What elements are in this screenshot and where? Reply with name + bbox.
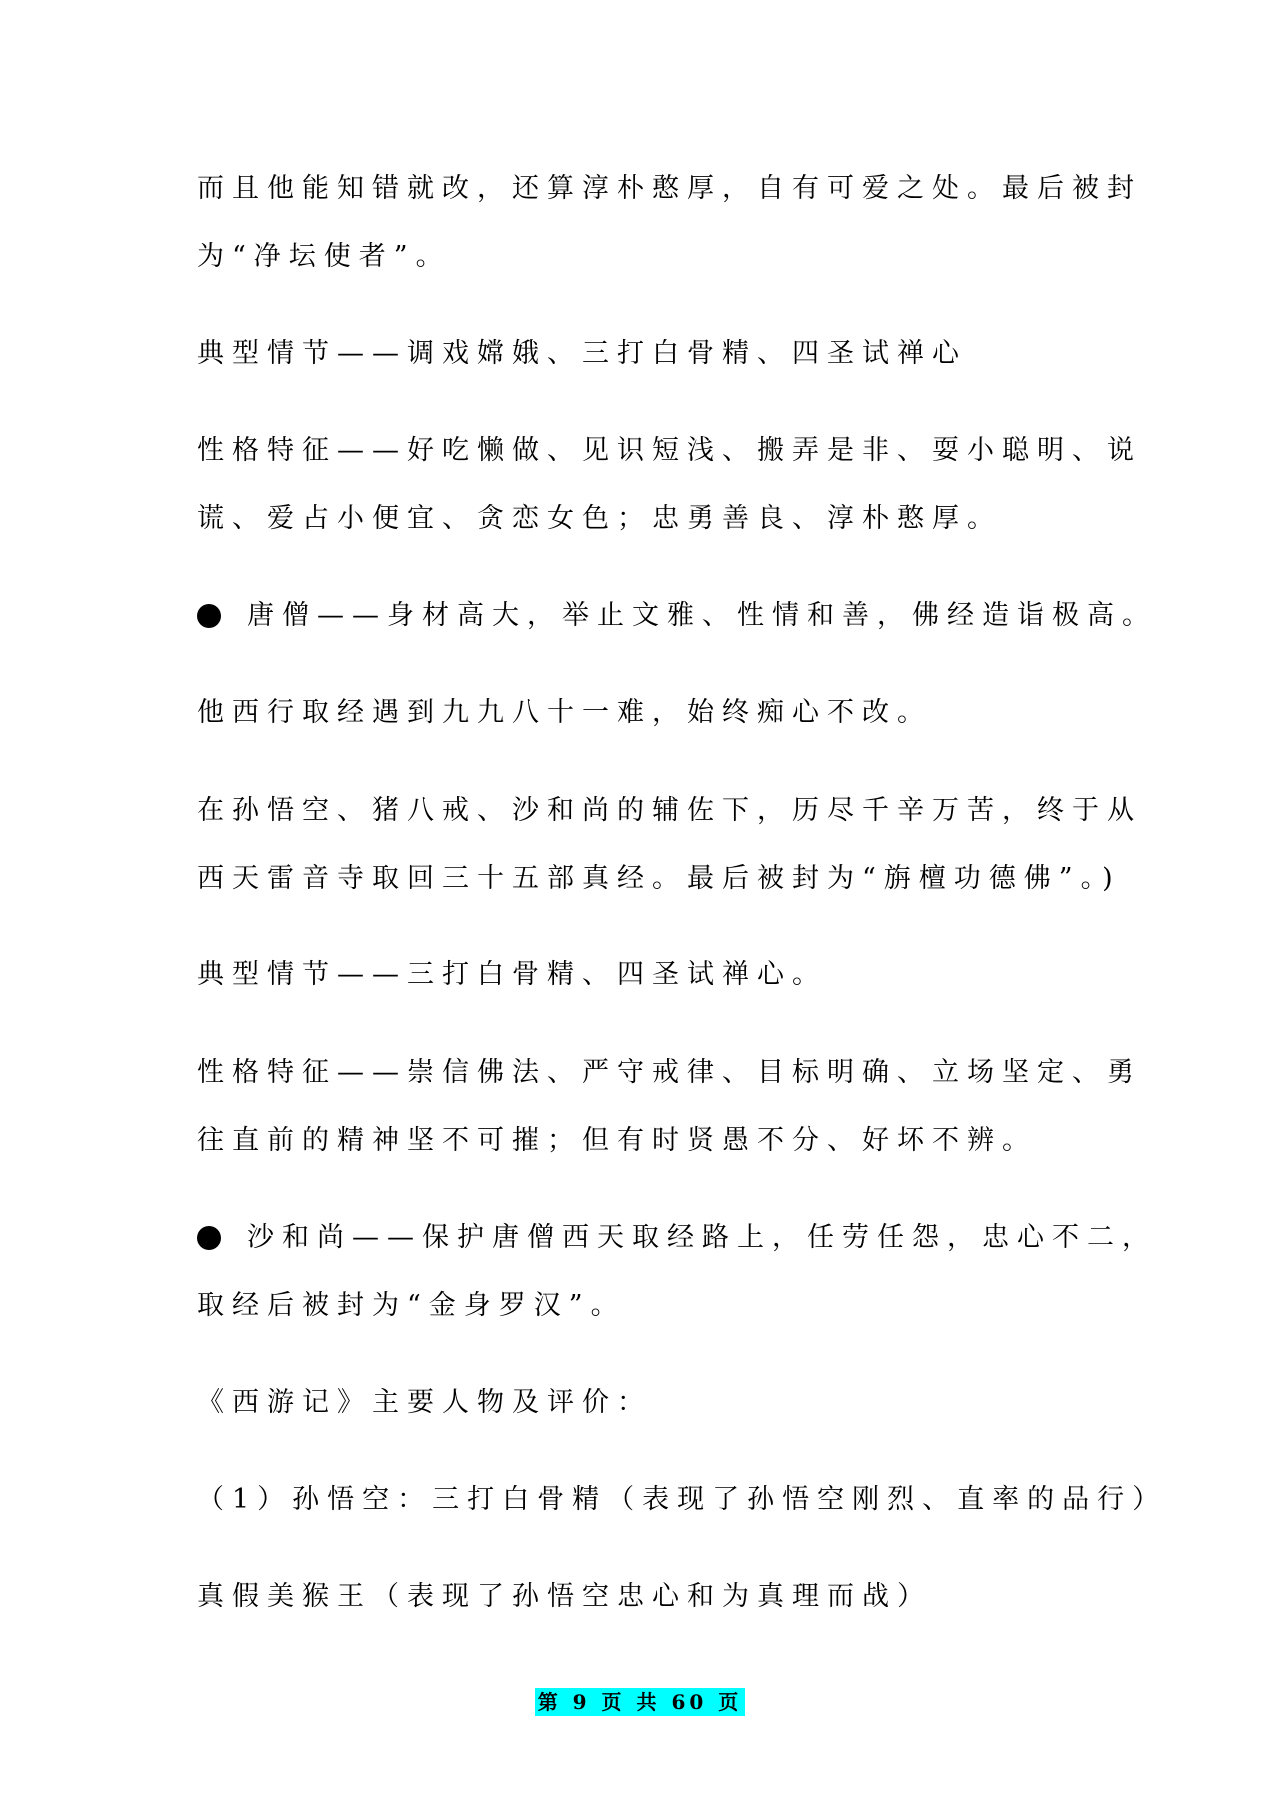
section-heading: 《西游记》主要人物及评价： [197, 1387, 652, 1418]
bullet-icon [197, 604, 221, 628]
bullet-text: 唐僧——身材高大，举止文雅、性情和善，佛经造诣极高。 [247, 600, 1157, 631]
text-line: 典型情节——调戏嫦娥、三打白骨精、四圣试禅心 [197, 338, 967, 369]
text-line: 性格特征——好吃懒做、见识短浅、搬弄是非、耍小聪明、说 [197, 435, 1142, 466]
bullet-item-sha-heshang [197, 1221, 1157, 1255]
bullet-item-tang-seng [197, 599, 1157, 633]
text-line: （1）孙悟空：三打白骨精（表现了孙悟空刚烈、直率的品行） [197, 1484, 1168, 1515]
text-line: 为“净坛使者”。 [197, 241, 451, 272]
text-line: 他西行取经遇到九九八十一难，始终痴心不改。 [197, 697, 932, 728]
text-line: 真假美猴王（表现了孙悟空忠心和为真理而战） [197, 1581, 932, 1612]
text-line: 取经后被封为“金身罗汉”。 [197, 1290, 626, 1321]
bullet-text: 沙和尚——保护唐僧西天取经路上，任劳任怨，忠心不二， [247, 1222, 1157, 1253]
page-footer [0, 1688, 1280, 1716]
text-line: 西天雷音寺取回三十五部真经。最后被封为“旃檀功德佛”。) [197, 863, 1121, 894]
text-line: 典型情节——三打白骨精、四圣试禅心。 [197, 959, 827, 990]
text-line: 性格特征——崇信佛法、严守戒律、目标明确、立场坚定、勇 [197, 1057, 1142, 1088]
text-line: 往直前的精神坚不可摧；但有时贤愚不分、好坏不辨。 [197, 1125, 1037, 1156]
text-line: 谎、爱占小便宜、贪恋女色；忠勇善良、淳朴憨厚。 [197, 503, 1002, 534]
bullet-icon [197, 1226, 221, 1250]
page-number: 第 9 页 共 60 页 [535, 1688, 746, 1716]
text-line: 而且他能知错就改，还算淳朴憨厚，自有可爱之处。最后被封 [197, 173, 1142, 204]
text-line: 在孙悟空、猪八戒、沙和尚的辅佐下，历尽千辛万苦，终于从 [197, 795, 1142, 826]
